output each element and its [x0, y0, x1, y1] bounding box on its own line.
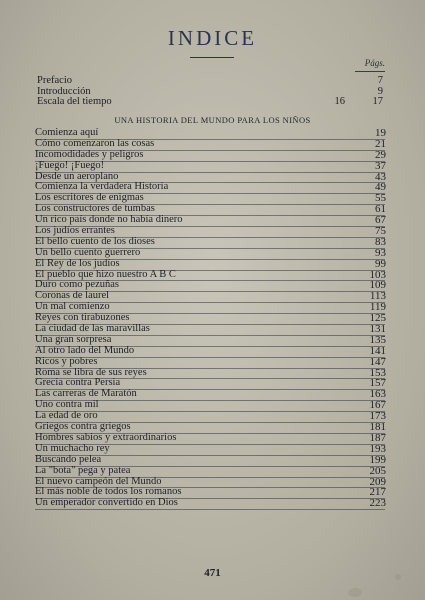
entry-title: Desde un aeroplano — [35, 170, 119, 182]
entry-title: Los judíos errantes — [35, 225, 115, 237]
entry-title: La ciudad de las maravillas — [35, 323, 150, 335]
entry-title: Griegos contra griegos — [35, 421, 131, 433]
entry-title: Comienza la verdadera Historia — [35, 181, 169, 193]
entry-page: 163 — [369, 388, 386, 401]
entry-page: 21 — [375, 137, 386, 150]
entry-title: Coronas de laurel — [35, 290, 110, 302]
entry-title: Comienza aquí — [35, 127, 99, 138]
entry-page: 181 — [369, 421, 386, 434]
entry-page: 29 — [375, 148, 386, 161]
entry-page: 9 — [377, 85, 383, 97]
entry-extra-page: 16 — [334, 96, 345, 108]
entry-title: Escala del tiempo — [37, 96, 112, 108]
pages-column-label: Págs. — [364, 58, 385, 68]
entry-title: Ricos y pobres — [35, 355, 98, 367]
entry-title: Reyes con tirabuzones — [35, 312, 130, 324]
entry-title: Introducción — [37, 85, 91, 97]
entry-title: Un bello cuento guerrero — [35, 246, 141, 258]
entry-title: ¡Fuego! ¡Fuego! — [35, 159, 105, 171]
entry-title: El bello cuento de los dioses — [35, 235, 155, 247]
entry-title: Un emperador convertido en Dios — [35, 497, 178, 509]
entry-page: 37 — [375, 159, 386, 172]
entry-page: 167 — [369, 399, 386, 412]
toc-list — [35, 129, 385, 510]
entry-page: 153 — [369, 366, 386, 379]
entry-title: Los escritores de enigmas — [35, 192, 144, 204]
entry-page: 61 — [375, 203, 386, 216]
entry-page: 135 — [369, 333, 386, 346]
entry-title: Las carreras de Maratón — [35, 388, 137, 400]
entry-title: El más noble de todos los romanos — [35, 486, 182, 498]
entry-title: Una gran sorpresa — [35, 333, 112, 345]
entry-page: 113 — [369, 290, 386, 303]
preliminary-entries — [37, 76, 383, 108]
entry-page: 205 — [369, 464, 386, 477]
title-underline — [190, 57, 234, 58]
toc-entry — [37, 76, 383, 87]
entry-page: 119 — [369, 301, 386, 314]
entry-page: 55 — [375, 192, 386, 205]
entry-page: 75 — [375, 225, 386, 238]
entry-page: 99 — [375, 257, 386, 270]
entry-page: 19 — [375, 127, 386, 139]
entry-page: 43 — [375, 170, 386, 183]
entry-title: Duro como pezuñas — [35, 279, 119, 291]
toc-entry — [35, 499, 385, 510]
entry-title: Un muchacho rey — [35, 442, 110, 454]
page-title: INDICE — [167, 26, 258, 50]
entry-title: Los constructores de tumbas — [35, 203, 155, 215]
entry-title: Cómo comenzaron las cosas — [35, 137, 155, 149]
paper-stain — [348, 588, 362, 597]
entry-page: 67 — [375, 214, 386, 227]
entry-page: 109 — [369, 279, 386, 292]
entry-page: 83 — [375, 235, 386, 248]
entry-title: Hombres sabios y extraordinarios — [35, 431, 177, 443]
entry-page: 157 — [369, 377, 386, 390]
entry-page: 49 — [375, 181, 386, 194]
entry-title: Prefacio — [37, 75, 72, 86]
entry-page: 209 — [369, 475, 386, 488]
toc-entry — [37, 97, 383, 108]
entry-page: 93 — [375, 246, 386, 259]
entry-page: 193 — [369, 442, 386, 455]
entry-title: Un mal comienzo — [35, 301, 110, 313]
pages-label-underline — [355, 71, 385, 72]
entry-title: La edad de oro — [35, 410, 98, 422]
entry-page: 147 — [369, 355, 386, 368]
entry-title: La "bota" pega y patea — [35, 464, 131, 476]
entry-page: 17 — [372, 96, 383, 108]
entry-title: Roma se libra de sus reyes — [35, 366, 147, 378]
entry-title: Grecia contra Persia — [35, 377, 121, 389]
entry-page: 125 — [369, 312, 386, 325]
entry-page: 199 — [369, 453, 386, 466]
entry-title: Un rico país donde no había dinero — [35, 214, 183, 226]
section-heading: UNA HISTORIA DEL MUNDO PARA LOS NIÑOS — [114, 115, 311, 125]
page-number: 471 — [204, 567, 221, 579]
entry-page: 103 — [369, 268, 386, 281]
entry-page: 217 — [369, 486, 386, 499]
entry-page: 223 — [369, 497, 386, 510]
entry-title: El Rey de los judíos — [35, 257, 120, 269]
entry-title: Incomodidades y peligros — [35, 148, 144, 160]
entry-title: Buscando pelea — [35, 453, 102, 465]
entry-title: El nuevo campeón del Mundo — [35, 475, 162, 487]
entry-page: 131 — [369, 323, 386, 336]
entry-page: 7 — [377, 75, 383, 86]
entry-page: 141 — [369, 344, 386, 357]
entry-title: El pueblo que hizo nuestro A B C — [35, 268, 176, 280]
entry-page: 173 — [369, 410, 386, 423]
entry-title: Uno contra mil — [35, 399, 99, 411]
entry-page: 187 — [369, 431, 386, 444]
entry-title: Al otro lado del Mundo — [35, 344, 135, 356]
